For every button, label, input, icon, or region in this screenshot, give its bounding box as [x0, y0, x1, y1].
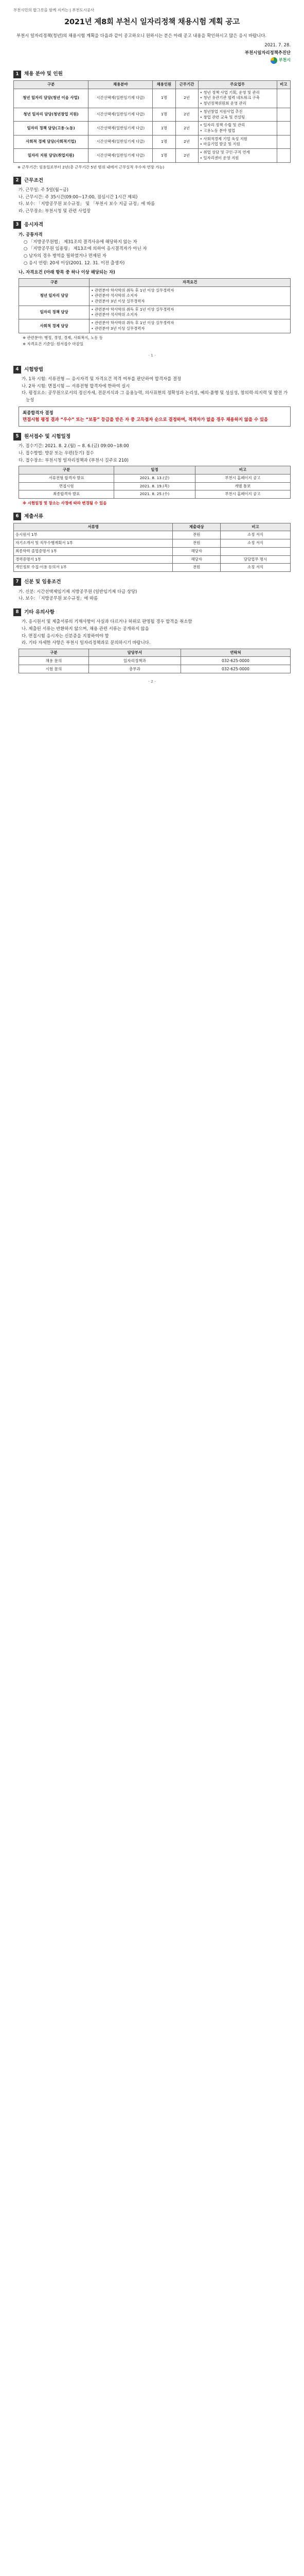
list-item: 나. 제출된 서류는 반환하지 않으며, 채용 관련 서류는 공개하지 않음 [22, 625, 149, 631]
table-header: 담당부서 [88, 649, 181, 657]
table-cell: 소정 서식 [221, 531, 291, 539]
list-item: ○ 응시 연령: 20세 이상(2001. 12. 31. 이전 출생자) [24, 260, 125, 265]
table-cell: 시험 문의 [19, 665, 89, 673]
table-cell: • 관련분야 학사학위 취득 후 1년 이상 실무경력자 • 관련분야 3년 이상 실무경력자 [90, 319, 291, 333]
table-cell: 부천시 홈페이지 공고 [195, 474, 290, 482]
bucheon-logo-icon [271, 57, 277, 64]
list-item: ○ 남자의 경우 병역을 필하였거나 면제된 자 [24, 252, 106, 258]
table-cell: 청년 일자리 담당(청년 이음 사업) [14, 89, 88, 108]
table-cell: 1명 [153, 89, 175, 108]
section-number: 7 [13, 578, 21, 586]
table-header: 자격요건 [90, 278, 291, 286]
table-cell: 부천시 홈페이지 공고 [195, 490, 290, 499]
list-item: 다. 평정요소: 공무원으로서의 정신자세, 전문지식과 그 응용능력, 의사표현의 정확성과 논리성, 예의·품행 및 성실성, 창의력·의지력 및 발전 가능성 [22, 390, 288, 402]
table-cell: 2년 [175, 108, 198, 121]
table-row [14, 108, 291, 121]
table-cell: 소정 서식 [221, 539, 291, 548]
table-cell: • 청년창업 지원사업 추진 • 창업 관련 교육 및 컨설팅 [198, 108, 277, 121]
table-cell: 경력증명서 1부 [14, 555, 173, 564]
table-header: 구분 [19, 466, 114, 474]
section-5-header [13, 433, 291, 441]
table-cell: • 관련분야 학사학위 취득 후 1년 이상 실무경력자 • 관련분야 석사학위 소지자 • 관련분야 3년 이상 실무경력자 [90, 286, 291, 306]
qualification-table [19, 278, 291, 333]
table-cell: 일자리정책과 [88, 657, 181, 665]
table-cell: 1명 [153, 149, 175, 162]
table-header: 연락처 [181, 649, 290, 657]
section-body [13, 187, 291, 214]
table-cell: 자기소개서 및 직무수행계획서 1부 [14, 539, 173, 548]
schedule-warning: ※ 시험일정 및 장소는 사정에 따라 변경될 수 있음 [23, 501, 107, 506]
table-cell: 해당자 [173, 555, 221, 564]
table-cell: 2년 [175, 149, 198, 162]
table-cell: 1명 [153, 135, 175, 148]
note-line: ※ 자격요건 기준일: 원서접수 마감일 [23, 341, 84, 346]
table-row [14, 149, 291, 162]
section-number: 3 [13, 221, 21, 229]
table-cell: • 사회적경제 기업 육성 지원 • 마을기업 발굴 및 지원 [198, 135, 277, 148]
table-cell: 최종합격자 발표 [19, 490, 114, 499]
box-text: 면접시험 평정 결과 “우수” 또는 “보통” 등급을 받은 자 중 고득점자 순으로 결정하며, 적격자가 없을 경우 채용하지 않을 수 있음 [23, 417, 269, 422]
table-cell: 032-625-0000 [181, 665, 290, 673]
table-row [19, 319, 291, 333]
list-item: ○ 「지방공무원 임용령」 제13조에 의하여 응시결격자가 아닌 자 [24, 246, 147, 251]
section-body [13, 231, 291, 347]
section-number: 8 [13, 608, 21, 616]
table-cell: 최종학력 졸업증명서 1부 [14, 547, 173, 555]
table-cell: 사회적 경제 담당(사회적기업) [14, 135, 88, 148]
table-row [19, 306, 291, 319]
page-number: - 2 - [148, 679, 156, 684]
section-title: 제출서류 [24, 514, 44, 520]
list-item: 가. 1차 시험: 서류전형 — 응시자격 및 자격요건 적격 여부를 판단하여 합격자를 결정 [22, 376, 182, 382]
table-header: 근무기간 [175, 80, 198, 89]
table-row [14, 135, 291, 148]
table-cell: 개별 통보 [195, 482, 290, 490]
table-cell: 일자리 지원 담당(취업지원) [14, 149, 88, 162]
table-cell [277, 122, 291, 135]
table-row [19, 482, 291, 490]
documents-table [13, 523, 291, 572]
table-row [14, 89, 291, 108]
announcing-org: 부천시일자리정책추진단 [245, 49, 291, 55]
table-row [14, 531, 291, 539]
table-cell: 1명 [153, 122, 175, 135]
table-cell: • 일자리 정책 수립 및 관리 • 고용노동 분야 협업 [198, 122, 277, 135]
section-2-header [13, 177, 291, 185]
section-7-header [13, 578, 291, 586]
table-cell [277, 149, 291, 162]
section-1-header [13, 70, 291, 78]
table-cell: 1명 [153, 108, 175, 121]
table-header: 구분 [19, 649, 89, 657]
intro-paragraph: 부천시 일자리정책(청년)의 채용시험 계획을 다음과 같이 공고하오니 원하시는 분은 아래 공고 내용을 확인하시고 많은 응시 바랍니다. [16, 33, 266, 39]
table-header: 채용분야 [88, 80, 153, 89]
section-4-header [13, 366, 291, 374]
table-header: 구분 [14, 80, 88, 89]
table-cell [277, 135, 291, 148]
note-line: ※ 관련분야: 행정, 경영, 경제, 사회복지, 노동 등 [23, 335, 103, 340]
table-cell: • 청년 정책 사업 기획, 운영 및 관리 • 청년 유관기관 협력 네트워크 구축 • 청년정책위원회 운영 관리 [198, 89, 277, 108]
list-item: 나. 근무시간: 주 35시간(09:00~17:00, 점심시간 1시간 제외) [19, 194, 138, 199]
table-row [19, 474, 291, 482]
table-cell: 2021. 8. 13.(금) [114, 474, 195, 482]
table-header: 주요업무 [198, 80, 277, 89]
table-header: 구분 [19, 278, 90, 286]
table-header: 비고 [195, 466, 290, 474]
table-cell: 전원 [173, 531, 221, 539]
section-body [13, 376, 291, 427]
section-title: 기타 유의사항 [24, 609, 55, 615]
list-item: 라. 근무장소: 부천시청 및 관련 사업장 [19, 208, 91, 213]
table-cell: 시간선택제(일반임기제 다급) [88, 135, 153, 148]
section-number: 1 [13, 71, 21, 78]
table-cell: 시간선택제(일반임기제 다급) [88, 89, 153, 108]
table-cell: 일자리 정책 담당 [19, 306, 90, 319]
table-cell: 총무과 [88, 665, 181, 673]
list-item: 라. 기타 자세한 사항은 부천시 일자리정책과로 문의하시기 바랍니다. [22, 640, 151, 646]
list-item: 다. 보수: 「지방공무원 보수규정」 및 「부천시 보수 지급 규정」에 따름 [19, 201, 155, 207]
table-cell: 시간선택제(일반임기제 다급) [88, 108, 153, 121]
table-cell: 면접시험 [19, 482, 114, 490]
section-title: 채용 분야 및 인원 [24, 71, 63, 77]
table-cell: 2021. 8. 25.(수) [114, 490, 195, 499]
document-page [0, 0, 304, 707]
section-number: 5 [13, 433, 21, 440]
list-item: 다. 접수장소: 부천시청 일자리정책과 (부천시 길주로 210) [19, 457, 129, 463]
list-item: 나. 접수방법: 방문 또는 우편(등기) 접수 [19, 450, 94, 455]
table-header: 비고 [221, 523, 291, 531]
list-item: 나. 2차 시험: 면접시험 — 서류전형 합격자에 한하여 실시 [22, 383, 130, 388]
section-title: 시험방법 [24, 366, 44, 372]
table-cell [221, 547, 291, 555]
table-header: 비고 [277, 80, 291, 89]
table-cell: 소정 서식 [221, 564, 291, 572]
table-row [19, 657, 291, 665]
list-item: 가. 응시원서 및 제출서류의 기재사항이 사실과 다르거나 허위로 판명될 경우 합격을 취소함 [22, 619, 192, 624]
table-cell: 응시원서 1부 [14, 531, 173, 539]
table-cell: 서류전형 합격자 발표 [19, 474, 114, 482]
table-row [14, 564, 291, 572]
section-6-header [13, 513, 291, 521]
table-cell: 해당자 [173, 547, 221, 555]
bucheon-logo [271, 57, 291, 64]
table-cell: 담당업무 명시 [221, 555, 291, 564]
sub-heading: 가. 공통자격 [19, 232, 43, 238]
section-title: 원서접수 및 시험일정 [24, 433, 71, 439]
logo-text: 부천시 [278, 58, 291, 63]
section-body [13, 443, 291, 506]
section-title: 응시자격 [24, 222, 44, 228]
sub-heading: 나. 자격요건 (아래 항목 중 하나 이상 해당되는 자) [19, 269, 115, 275]
table-row [14, 547, 291, 555]
table-cell: • 관련분야 학사학위 취득 후 1년 이상 실무경력자 • 관련분야 석사학위 소지자 [90, 306, 291, 319]
recruitment-table [13, 80, 291, 163]
table-header: 서류명 [14, 523, 173, 531]
table-cell: 2년 [175, 135, 198, 148]
table-row [14, 122, 291, 135]
table-cell: 사회적 경제 담당 [19, 319, 90, 333]
section-number: 2 [13, 177, 21, 184]
document-title: 2021년 제8회 부천시 일자리정책 채용시험 계획 공고 [64, 18, 240, 26]
table-cell: 전원 [173, 539, 221, 548]
top-note: 부천시민의 밥그릇을 함께 지키는 | 부천도시공사 [13, 8, 95, 12]
section-body [13, 618, 291, 673]
table-cell: 2년 [175, 122, 198, 135]
section-number: 6 [13, 513, 21, 520]
table-cell: • 취업 상담 및 구인·구직 연계 • 일자리센터 운영 지원 [198, 149, 277, 162]
table-cell: 시간선택제(일반임기제 다급) [88, 122, 153, 135]
page-number: - 1 - [148, 352, 156, 358]
section-title: 근무조건 [24, 177, 44, 183]
table-header: 제출대상 [173, 523, 221, 531]
table-row [19, 286, 291, 306]
table-row [14, 539, 291, 548]
table-cell: 2년 [175, 89, 198, 108]
table-row [19, 665, 291, 673]
table-cell: 전원 [173, 564, 221, 572]
contact-table [19, 649, 291, 674]
table-header: 일정 [114, 466, 195, 474]
table-cell: 032-625-0000 [181, 657, 290, 665]
final-decision-box [19, 406, 291, 427]
list-item: 나. 보수: 「지방공무원 보수규정」에 따름 [19, 596, 98, 601]
recruitment-footnote: ※ 근무기간: 임용일로부터 2년(총 근무기간 5년 범위 내에서 근무실적 우수자 연장 가능) [17, 164, 165, 170]
section-3-header [13, 221, 291, 229]
list-item: 가. 접수기간: 2021. 8. 2.(월) ~ 8. 6.(금) 09:00~18:00 [19, 443, 129, 449]
table-cell: 개인정보 수집·이용 동의서 1부 [14, 564, 173, 572]
table-cell: 채용 문의 [19, 657, 89, 665]
box-title: 최종합격자 결정 [23, 410, 53, 415]
table-header: 채용인원 [153, 80, 175, 89]
list-item: 가. 근무일: 주 5일(월~금) [19, 187, 69, 193]
table-cell: 시간선택제(일반임기제 다급) [88, 149, 153, 162]
table-cell: 일자리 정책 담당(고용·노동) [14, 122, 88, 135]
announcement-date: 2021. 7. 28. [264, 42, 291, 48]
table-cell [277, 108, 291, 121]
table-cell [277, 89, 291, 108]
table-cell: 청년 일자리 담당(청년창업 지원) [14, 108, 88, 121]
section-8-header [13, 608, 291, 617]
section-title: 신분 및 임용조건 [24, 579, 61, 585]
table-cell: 2021. 8. 19.(목) [114, 482, 195, 490]
table-row [14, 555, 291, 564]
table-cell: 청년 일자리 담당 [19, 286, 90, 306]
table-row [19, 490, 291, 499]
section-number: 4 [13, 366, 21, 374]
list-item: 다. 면접시험 응시자는 신분증을 지참하여야 함 [22, 633, 109, 638]
section-body [13, 588, 291, 602]
list-item: ○ 「지방공무원법」 제31조의 결격사유에 해당하지 않는 자 [24, 239, 137, 244]
list-item: 가. 신분: 시간선택제임기제 지방공무원 (일반임기제 다급 상당) [19, 588, 137, 594]
schedule-table [19, 466, 291, 499]
